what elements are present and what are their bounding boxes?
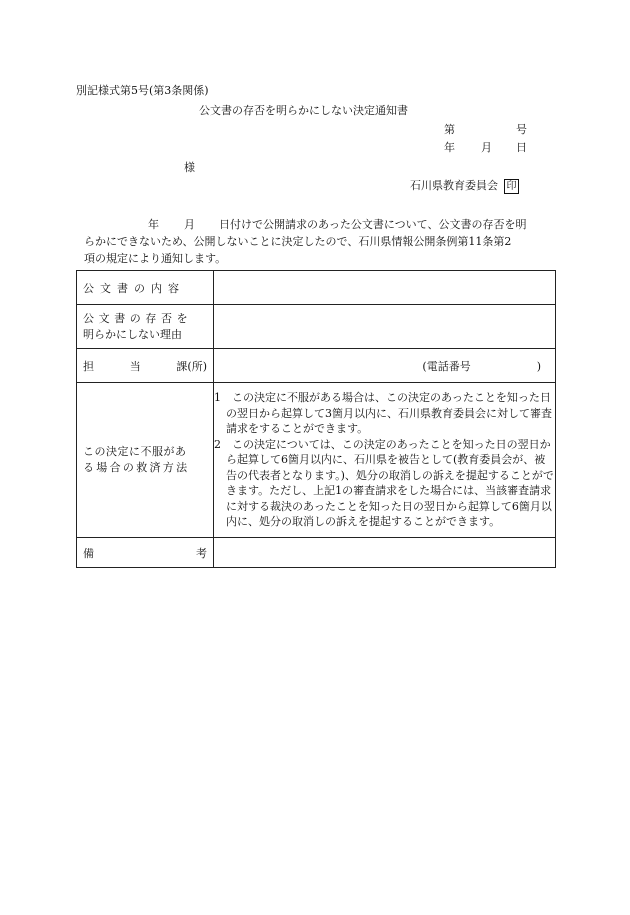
seal-stamp: 印 bbox=[504, 179, 519, 194]
body-line-1-text: 日付けで公開請求のあった公文書について、公文書の存否を明 bbox=[219, 218, 527, 231]
remedy-label-line-1: この決定に不服があ bbox=[83, 445, 187, 458]
content-label bbox=[83, 280, 207, 296]
content-value-cell bbox=[214, 271, 556, 305]
table-row bbox=[77, 271, 556, 305]
body-line-3: 項の規定により通知します。 bbox=[84, 252, 227, 265]
issuer-name: 石川県教育委員会 bbox=[410, 179, 498, 192]
body-date-month: 月 bbox=[184, 218, 195, 231]
number-prefix: 第 bbox=[444, 123, 455, 136]
notes-label-part-1: 備 bbox=[83, 546, 94, 560]
contact-label bbox=[83, 358, 207, 374]
contact-label-part-1: 担 bbox=[83, 359, 94, 373]
notes-label-part-2: 考 bbox=[196, 546, 207, 560]
table-row bbox=[77, 305, 556, 349]
notes-label-cell bbox=[77, 538, 214, 568]
date-day: 日 bbox=[516, 141, 527, 154]
body-date-year: 年 bbox=[148, 218, 159, 231]
form-label: 別記様式第5号(第3条関係) bbox=[76, 84, 209, 97]
addressee-suffix: 様 bbox=[184, 161, 195, 174]
decision-info-table bbox=[76, 270, 556, 568]
table-row bbox=[77, 349, 556, 383]
notice-body bbox=[84, 216, 560, 267]
remedy-label-line-2: る場合の救済方法 bbox=[83, 461, 190, 474]
date-year: 年 bbox=[444, 141, 455, 154]
notes-label bbox=[83, 545, 207, 561]
contact-label-cell bbox=[77, 349, 214, 383]
document-title: 公文書の存否を明らかにしない決定通知書 bbox=[199, 104, 408, 117]
table-row bbox=[77, 383, 556, 538]
remedy-item-1: 1 この決定に不服がある場合は、この決定のあったことを知った日の翌日から起算して3箇月以内に、石川県教育委員会に対して審査請求をすることができます。 bbox=[214, 391, 552, 436]
remedy-value-cell bbox=[214, 383, 556, 538]
notes-value-cell bbox=[214, 538, 556, 568]
date-month: 月 bbox=[481, 141, 492, 154]
remedy-label-cell bbox=[77, 383, 214, 538]
reason-label-cell bbox=[77, 305, 214, 349]
reason-label-line-1: 公文書の存否を bbox=[83, 311, 193, 325]
issuer bbox=[410, 179, 519, 194]
content-label-cell bbox=[77, 271, 214, 305]
content-label-text: 公文書の内容 bbox=[83, 281, 185, 295]
remedy-item-2: 2 この決定については、この決定のあったことを知った日の翌日から起算して6箇月以内に、石川県を被告として(教育委員会が、被告の代表者となります。)、処分の取消しの訴えを提起することができます。ただし、上記1の審査請求をした場合には、当該審査請求に対する裁決のあったことを知った日の翌日から起算して6箇月以内に、処分の取消しの訴えを提起することができます。 bbox=[214, 437, 554, 529]
body-line-1 bbox=[84, 216, 560, 233]
contact-label-part-3: 課(所) bbox=[176, 359, 207, 373]
reason-value-cell bbox=[214, 305, 556, 349]
table-row bbox=[77, 538, 556, 568]
contact-label-part-2: 当 bbox=[129, 359, 141, 373]
contact-value-cell bbox=[214, 349, 556, 383]
reason-label-line-2: 明らかにしない理由 bbox=[83, 327, 182, 341]
body-line-2: らかにできないため、公開しないことに決定したので、石川県情報公開条例第11条第2 bbox=[84, 235, 512, 248]
number-suffix: 号 bbox=[516, 123, 527, 136]
phone-number-field: (電話番号 ) bbox=[422, 359, 541, 373]
